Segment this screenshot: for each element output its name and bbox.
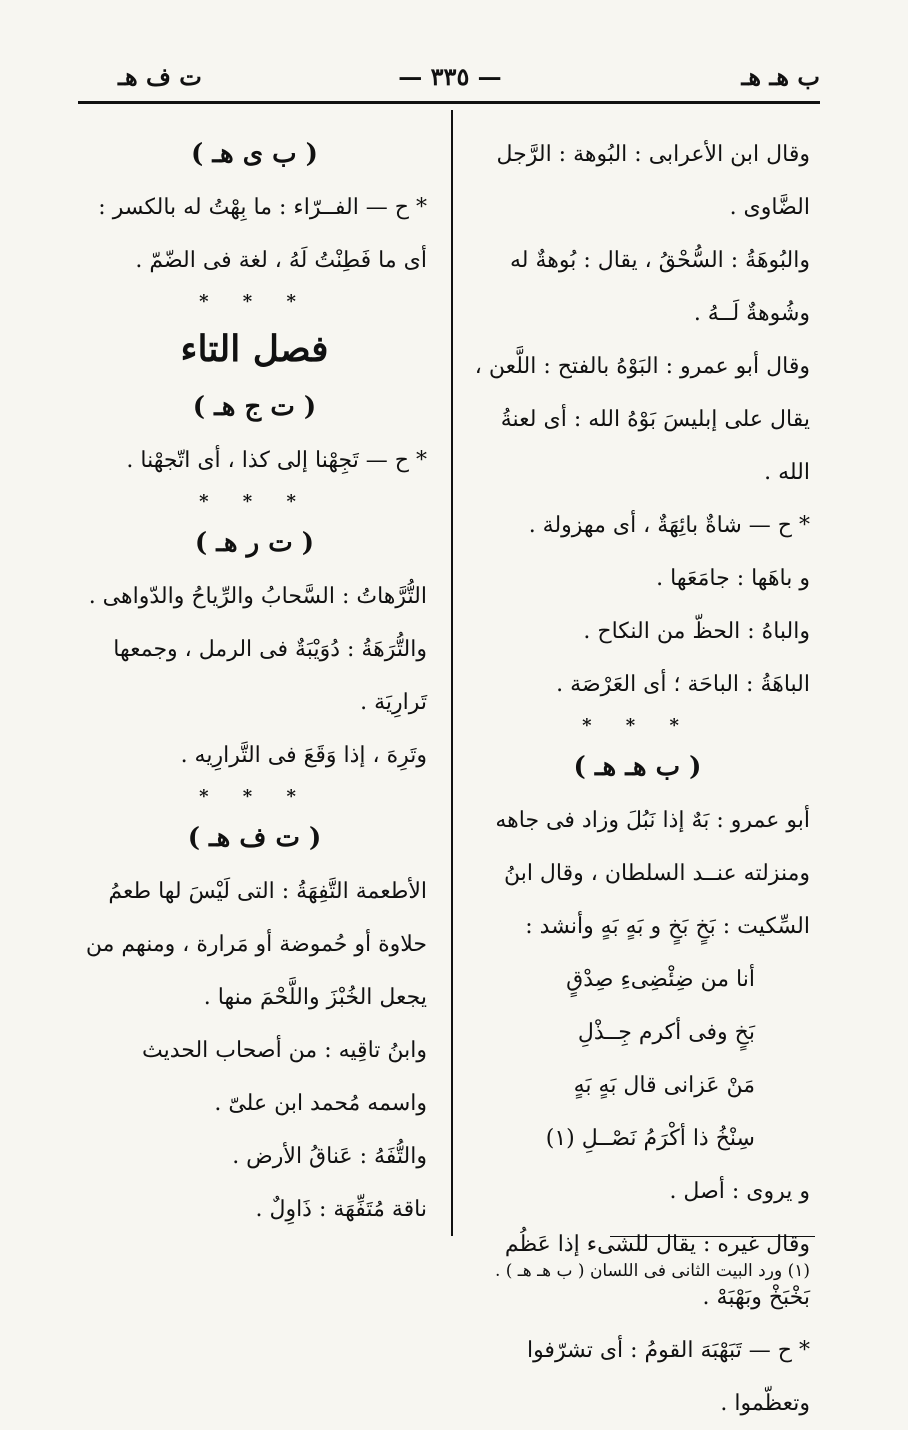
entry-text: الباهَةُ : الباحَة ؛ أى العَرْصَة . (556, 672, 810, 697)
root-heading: ( ت ر هـ ) (194, 528, 315, 558)
entry-text: و باهَها : جامَعَها . (656, 566, 810, 591)
root-heading: ( ت ف هـ ) (187, 823, 322, 853)
footnote-rule (610, 1236, 815, 1237)
entry-text: الأطعمة التَّفِهَةُ : التى لَيْسَ لها طعمُ حلاوة أو حُموضة أو مَرارة ، ومنهم من يجعل الخُبْزَ واللَّحْمَ منها . (85, 879, 427, 1010)
section-separator: * * * (199, 786, 310, 807)
entry-text: * ح — الفــرّاء : ما بِهْتُ له بالكسر : أى ما فَطِنْتُ لَهُ ، لغة فى الضّمّ . (98, 195, 427, 273)
poem-verse: أنا من ضِئْضِىءِ صِدْقٍ (566, 967, 755, 992)
entry-text: وتَرِهَ ، إذا وَقَعَ فى التَّرارِيه . (180, 743, 427, 768)
entry-text: والباهُ : الحظّ من النكاح . (583, 619, 810, 644)
entry-text: التُّرَّهاتُ : السَّحابُ والرِّياحُ والدّواهى . (88, 584, 427, 609)
column-divider (451, 110, 453, 1236)
header-root-right: ب هـ هـ (741, 62, 820, 91)
entry-text: أبو عمرو : بَهٌ إذا نَبُلَ وزاد فى جاهه ومنزلته عنــد السلطان ، وقال ابنُ السِّكيت : بَخٍ بَخٍ و بَهٍ بَهٍ وأنشد : (495, 808, 810, 939)
right-column (465, 128, 810, 1430)
entry-text: وقال ابن الأعرابى : البُوهة : الرَّجل الضَّاوى . (496, 142, 810, 220)
entry-text: * ح — تَبَهْبَهَ القومُ : أى تشرّفوا وتعظّموا . (526, 1338, 810, 1416)
chapter-title: فصل التاء (180, 328, 329, 370)
section-separator: * * * (199, 291, 310, 312)
entry-text: والبُوهَةُ : السُّحْقُ ، يقال : بُوهةٌ له وشُوهةٌ لَــهُ . (509, 248, 810, 326)
poem-verse: سِنْخُ ذا أكْرَمُ نَصْــلِ (١) (545, 1126, 755, 1151)
page-number: — ٣٣٥ — (398, 62, 502, 91)
entry-text: ناقة مُتَفِّهَة : ذَاوِلٌ . (255, 1197, 427, 1222)
root-heading: ( ت ج هـ ) (192, 392, 317, 422)
page-header (80, 62, 820, 98)
entry-text: وقال أبو عمرو : البَوْهُ بالفتح : اللَّعن ، يقال على إبليسَ بَوْهُ الله : أى لعنةُ الله . (474, 354, 810, 485)
entry-text: و يروى : أصل . (669, 1179, 810, 1204)
entry-text: * ح — تَجِهْنا إلى كذا ، أى اتّجهْنا . (126, 448, 427, 473)
section-separator: * * * (582, 715, 693, 736)
footnote: (١) ورد البيت الثانى فى اللسان ( ب هـ هـ ) . (494, 1261, 810, 1281)
entry-text: وقال غيره : يقال للشىء إذا عَظُم بَخْبَخْ وبَهْبَهْ . (504, 1232, 810, 1310)
poem-verse: بَخٍ وفى أكرم جِــذْلِ (577, 1020, 755, 1045)
root-heading: ( ب هـ هـ ) (573, 752, 702, 782)
section-separator: * * * (199, 491, 310, 512)
root-heading: ( ب ى هـ ) (191, 139, 318, 169)
left-column (82, 128, 427, 1236)
header-root-left: ت ف هـ (118, 62, 202, 91)
entry-text: * ح — شاةٌ بائِهَةٌ ، أى مهزولة . (528, 513, 810, 538)
poem-verse: مَنْ عَزانى قال بَهٍ بَهٍ (573, 1073, 755, 1098)
entry-text: والتُّرَهَةُ : دُوَيْبَةٌ فى الرمل ، وجمعها تَرارِيَة . (113, 637, 427, 715)
header-rule (78, 101, 820, 104)
entry-text: والتُّفَهُ : عَناقُ الأرض . (232, 1144, 427, 1169)
entry-text: وابنُ تاقِيه : من أصحاب الحديث واسمه مُحمد ابن علىّ . (142, 1038, 427, 1116)
